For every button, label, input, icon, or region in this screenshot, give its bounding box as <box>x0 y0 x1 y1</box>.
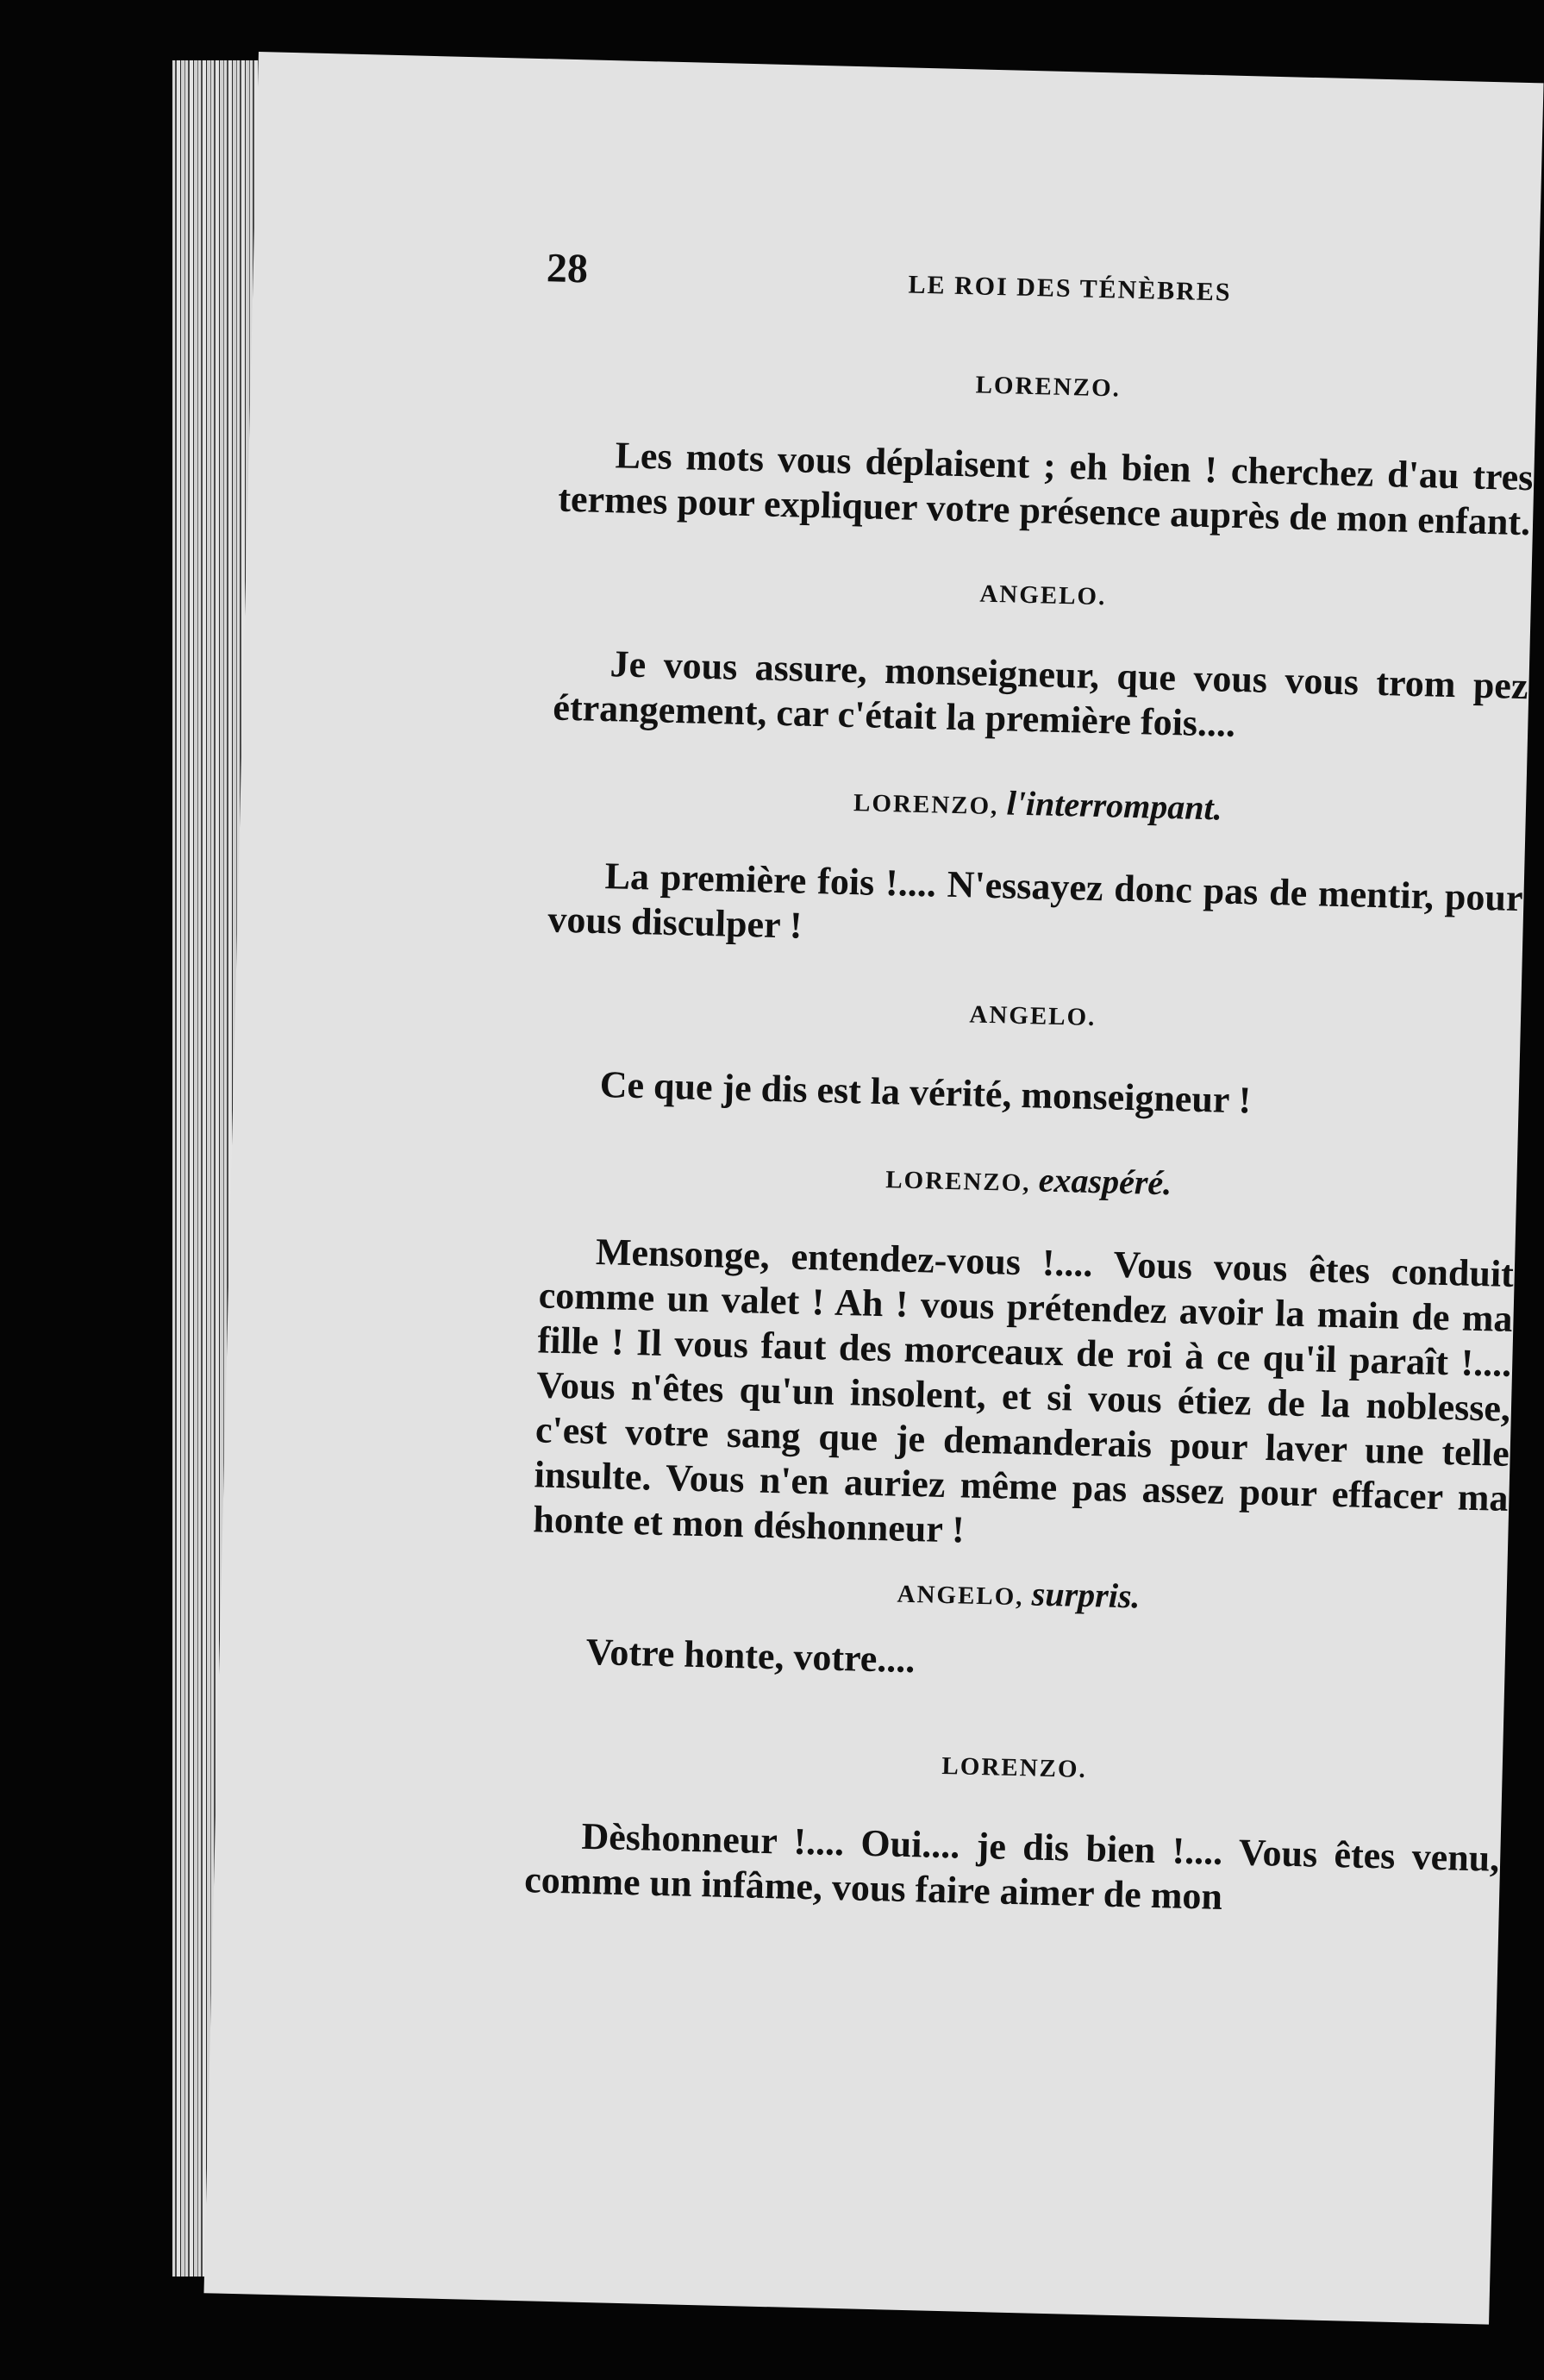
dialogue-block <box>524 1733 1502 1926</box>
dialogue-line: La première fois !.... N'essayez donc pas de mentir, pour vous disculper ! <box>547 855 1524 947</box>
dialogue-line: Votre honte, votre.... <box>585 1630 916 1682</box>
speaker-name: LORENZO, l'interrompant. <box>853 783 1223 828</box>
speaker-name: LORENZO. <box>975 371 1122 403</box>
dialogue-line: Les mots vous déplaisent ; eh bien ! cherchez d'au tres termes pour expliquer votre présence auprès de mon enfant. <box>557 434 1534 544</box>
dialogue-block <box>553 561 1530 755</box>
page-number: 28 <box>546 245 589 292</box>
stage-direction: l'interrompant. <box>1006 783 1223 828</box>
dialogue-block <box>543 981 1520 1130</box>
speaker-name: LORENZO. <box>941 1751 1088 1784</box>
speaker-name: ANGELO. <box>979 579 1107 611</box>
dialogue-block <box>533 1145 1516 1565</box>
speaker-name: ANGELO, surpris. <box>897 1574 1141 1616</box>
book-page <box>203 52 1543 2325</box>
stage-direction: exaspéré. <box>1038 1160 1172 1203</box>
dialogue-line: Mensonge, entendez-vous !.... Vous vous êtes conduit comme un valet ! Ah ! vous prétendez avoir la main de ma fille ! Il vous faut des morceaux de roi à ce qu'il paraît !.... Vous n'êtes qu'un insolent, et si vous étiez de la noblesse, c'est votre sang que je demanderais pour laver une telle insulte. Vous n'en auriez même pas assez pour effacer ma honte et mon déshonneur ! <box>532 1230 1515 1551</box>
dialogue-line: Ce que je dis est la vérité, monseigneur ! <box>599 1063 1252 1122</box>
dialogue-block <box>529 1559 1506 1697</box>
running-title: LE ROI DES TÉNÈBRES <box>908 270 1232 307</box>
dialogue-block <box>558 353 1535 546</box>
stage-direction: surpris. <box>1031 1574 1141 1616</box>
dialogue-block <box>547 770 1526 967</box>
speaker-name: ANGELO. <box>969 1000 1097 1032</box>
play-text <box>524 353 1536 1926</box>
dialogue-line: Dèshonneur !.... Oui.... je dis bien !.... Vous êtes venu, comme un infâme, vous faire aimer de mon <box>523 1814 1500 1918</box>
dialogue-line: Je vous assure, monseigneur, que vous vous trom pez étrangement, car c'était la première fois.... <box>552 642 1529 745</box>
speaker-name: LORENZO, exaspéré. <box>885 1160 1172 1203</box>
